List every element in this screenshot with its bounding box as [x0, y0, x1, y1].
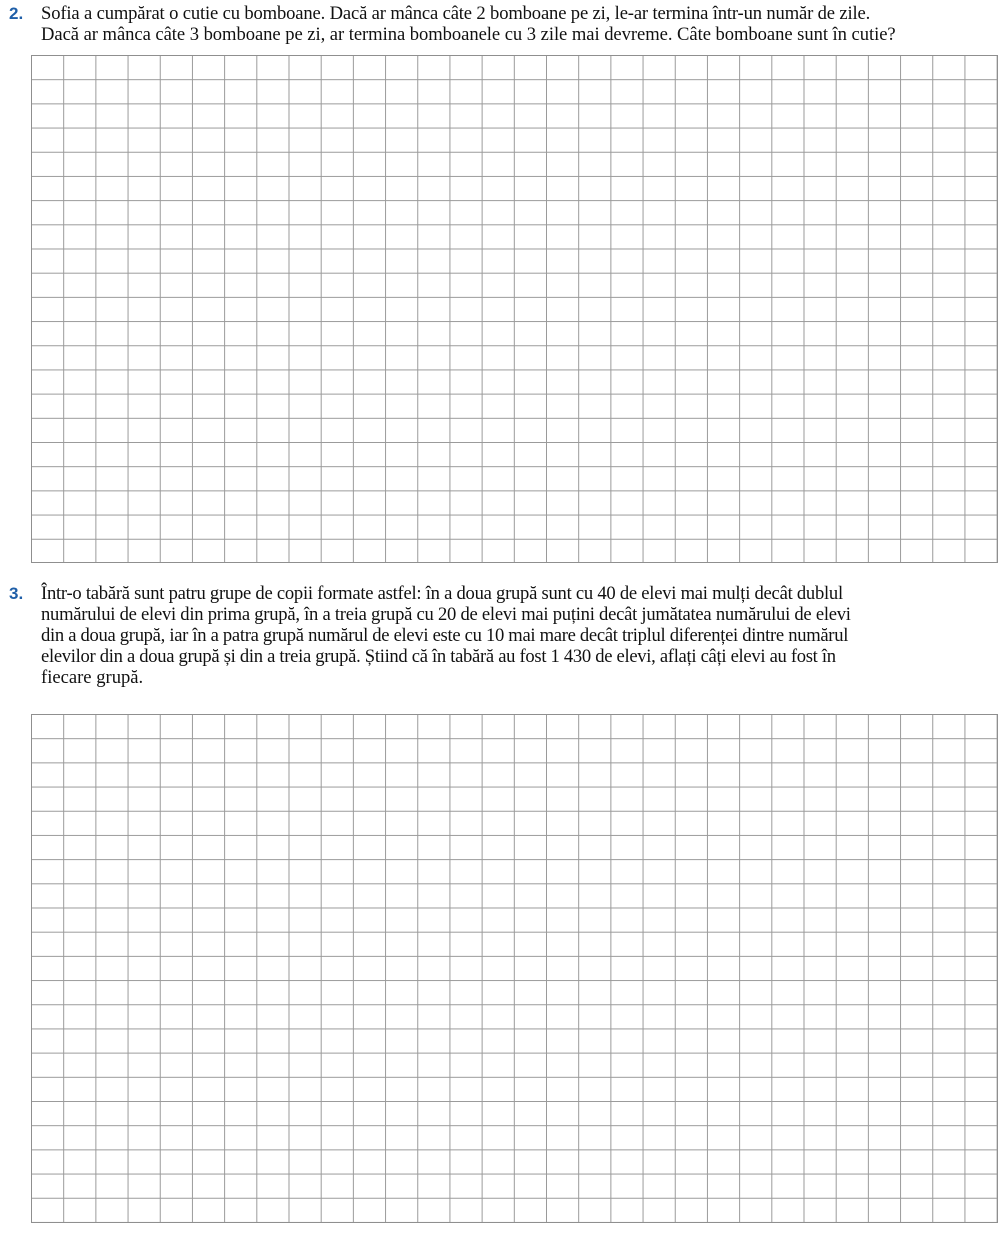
statement-line: numărului de elevi din prima grupă, în a treia grupă cu 20 de elevi mai puțini decât jumătatea numărului de elevi [41, 604, 851, 625]
answer-grid-problem-3[interactable] [31, 714, 998, 1223]
answer-grid-problem-2[interactable] [31, 55, 998, 563]
problem-statement [41, 583, 1001, 688]
statement-line: Sofia a cumpărat o cutie cu bomboane. Dacă ar mânca câte 2 bomboane pe zi, le-ar termina într-un număr de zile. [41, 3, 871, 24]
problem-statement [41, 3, 1001, 45]
statement-line: fiecare grupă. [41, 667, 144, 688]
statement-line: Dacă ar mânca câte 3 bomboane pe zi, ar termina bomboanele cu 3 zile mai devreme. Câte bomboane sunt în cutie? [41, 24, 896, 45]
problem-number: 2. [9, 4, 24, 23]
statement-line: din a doua grupă, iar în a patra grupă numărul de elevi este cu 10 mai mare decât triplul diferenței dintre numărul [41, 625, 849, 646]
statement-line: elevilor din a doua grupă și din a treia grupă. Știind că în tabără au fost 1 430 de elevi, aflați câți elevi au fost în [41, 646, 836, 667]
statement-line: Într-o tabără sunt patru grupe de copii formate astfel: în a doua grupă sunt cu 40 de elevi mai mulți decât dublul [41, 583, 843, 604]
problem-number: 3. [9, 584, 24, 603]
